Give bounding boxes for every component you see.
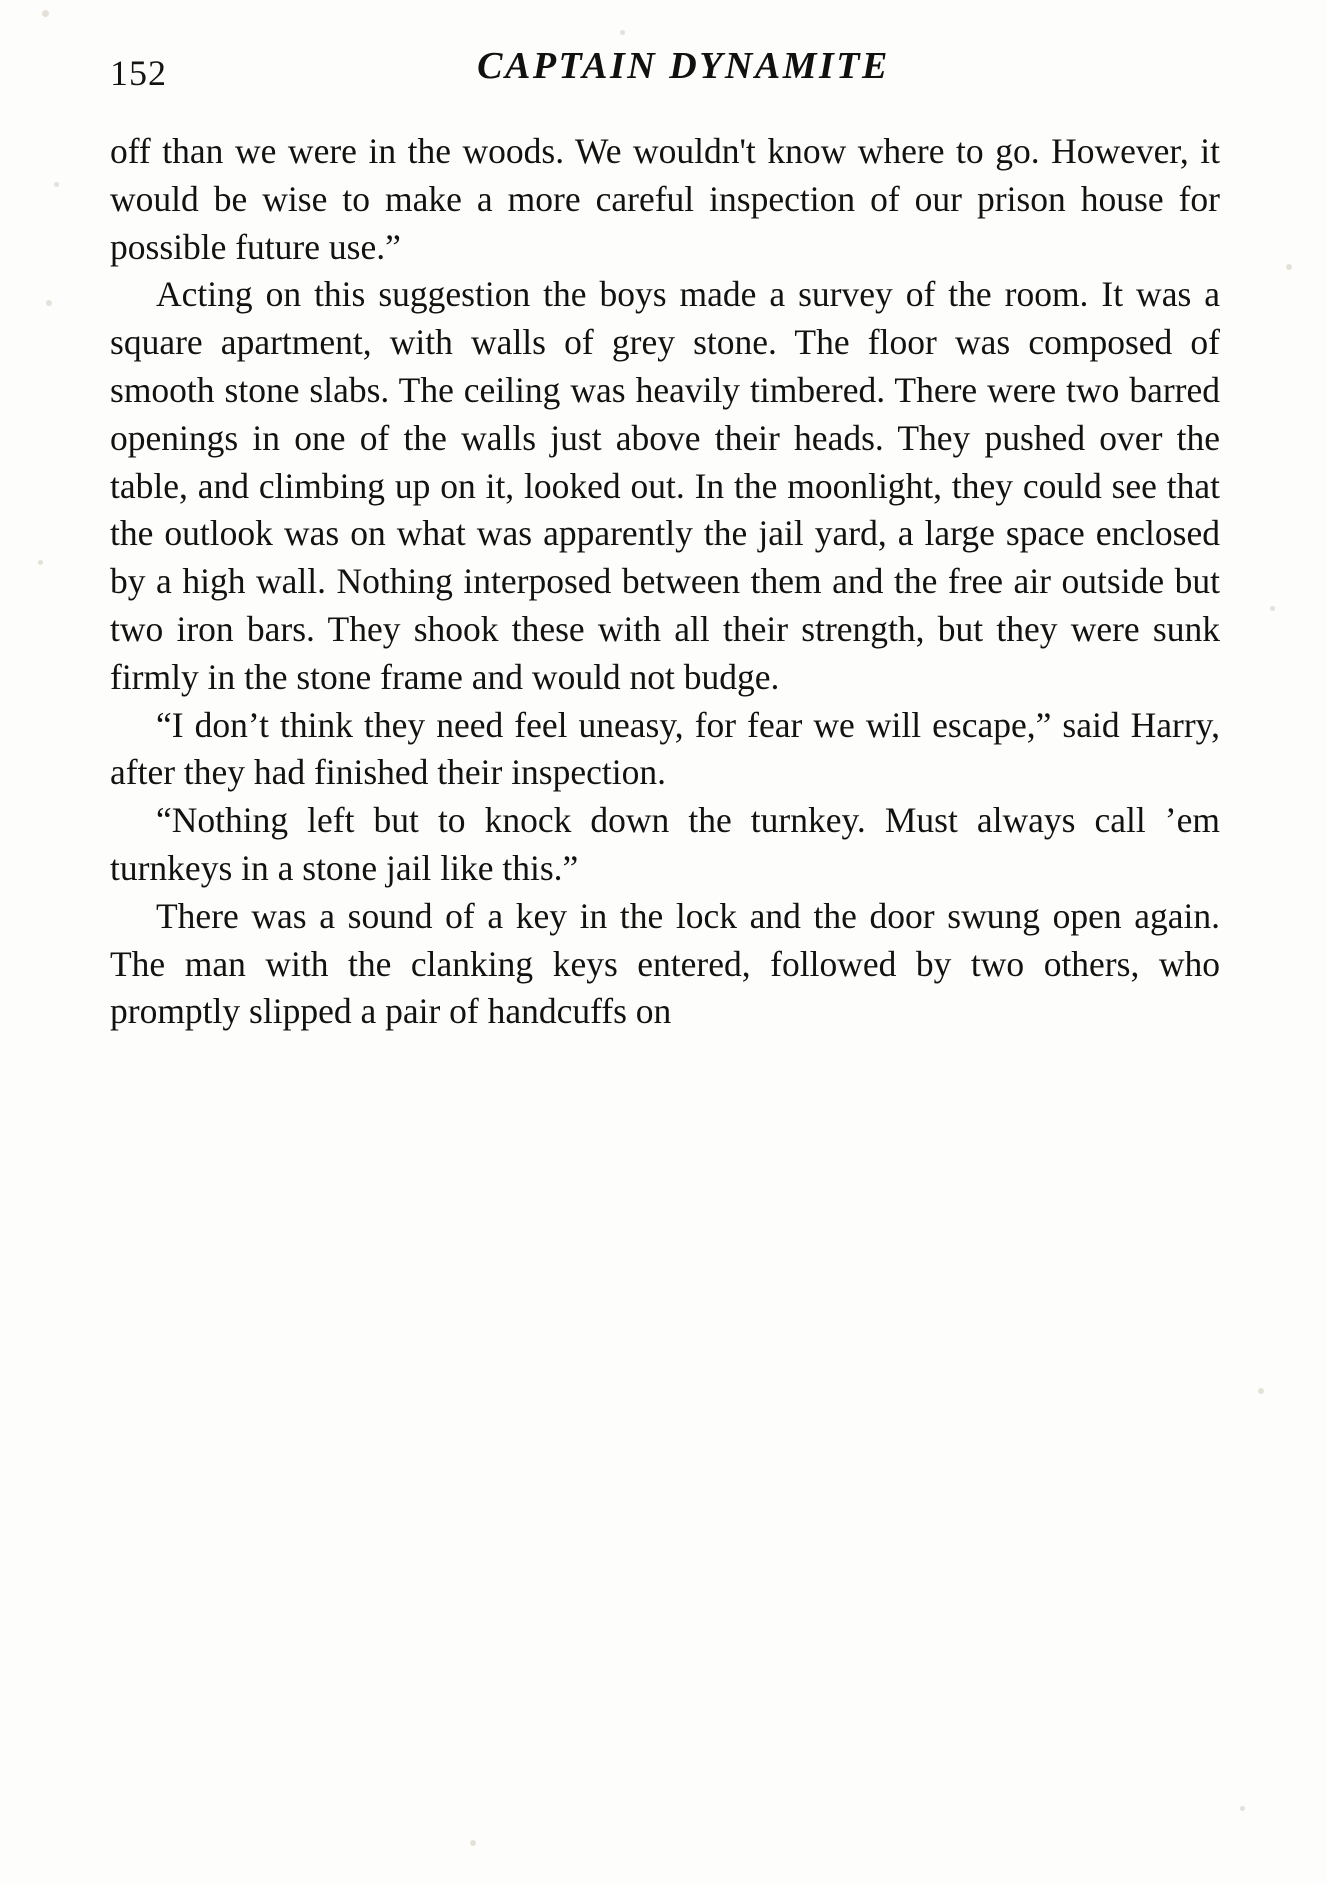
paragraph: off than we were in the woods. We wouldn't know where to go. However, it would be wise to make a more careful inspection of our prison house for possible future use.” [110,131,1220,267]
page-header [110,44,1217,104]
paragraph: There was a sound of a key in the lock and the door swung open again. The man with the clanking keys entered, followed by two others, who promptly slipped a pair of handcuffs on [110,895,1220,1032]
paragraph: “Nothing left but to knock down the turnkey. Must always call ’em turnkeys in a stone jail like this.” [110,800,1220,888]
paragraph: “I don’t think they need feel uneasy, for fear we will escape,” said Harry, after they had finished their inspection. [110,704,1220,793]
paragraph: Acting on this suggestion the boys made a survey of the room. It was a square apartment, with walls of grey stone. The floor was composed of smooth stone slabs. The ceiling was heavily timbered. There were two barred openings in one of the walls just above their heads. They pushed over the table, and climbing up on it, looked out. In the moonlight, they could see that the outlook was on what was apparently the jail yard, a large space enclosed by a high wall. Nothing interposed between them and the free air outside but two iron bars. They shook these with all their strength, but they were sunk firmly in the stone frame and would not budge. [110,274,1220,697]
page-number: 152 [110,53,167,93]
page-body [110,128,1220,1036]
running-title: CAPTAIN DYNAMITE [477,45,890,87]
